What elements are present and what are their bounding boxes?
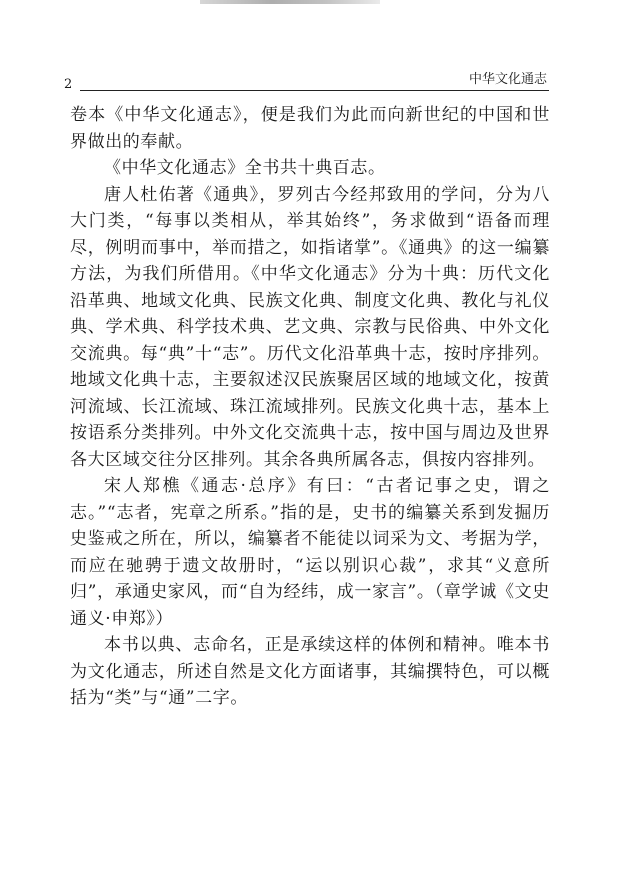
page-number: 2 <box>64 77 73 92</box>
paragraph-tongdian: 唐人杜佑著《通典》，罗列古今经邦致用的学问，分为八大门类，“每事以类相从，举其始终”，务求做到“语备而理尽，例明而事中，举而措之，如指诸掌”。《通典》的这一编纂方法，为我们所借用。《中华文化通志》分为十典：历代文化沿革典、地域文化典、民族文化典、制度文化典、教化与礼仪典、学术典、科学技术典、艺文典、宗教与民俗典、中外文化交流典。每“典”十“志”。历代文化沿革典十志，按时序排列。地域文化典十志，主要叙述汉民族聚居区域的地域文化，按黄河流域、长江流域、珠江流域排列。民族文化典十志，基本上按语系分类排列。中外文化交流典十志，按中国与周边及世界各大区域交往分区排列。其余各典所属各志，俱按内容排列。 <box>70 184 550 470</box>
scan-artifact <box>200 0 380 4</box>
body-text <box>70 102 550 712</box>
header-rule <box>80 90 549 91</box>
paragraph-tongzhi: 宋人郑樵《通志·总序》有曰：“古者记事之史，谓之志。”“志者，宪章之所系。”指的是，史书的编纂关系到发掘历史鉴戒之所在，所以，编纂者不能徒以词采为文、考据为学，而应在驰骋于遗文故册时，“运以别识心裁”，求其“义意所归”，承通史家风，而“自为经纬，成一家言”。（章学诚《文史通义·申郑》） <box>70 476 550 629</box>
paragraph-overview: 《中华文化通志》全书共十典百志。 <box>104 158 386 178</box>
paragraph-continuation: 卷本《中华文化通志》，便是我们为此而向新世纪的中国和世界做出的奉献。 <box>70 105 550 152</box>
paragraph-naming: 本书以典、志命名，正是承续这样的体例和精神。唯本书为文化通志，所述自然是文化方面诸事，其编撰特色，可以概括为“类”与“通”二字。 <box>70 635 550 708</box>
running-header-title: 中华文化通志 <box>468 72 547 87</box>
